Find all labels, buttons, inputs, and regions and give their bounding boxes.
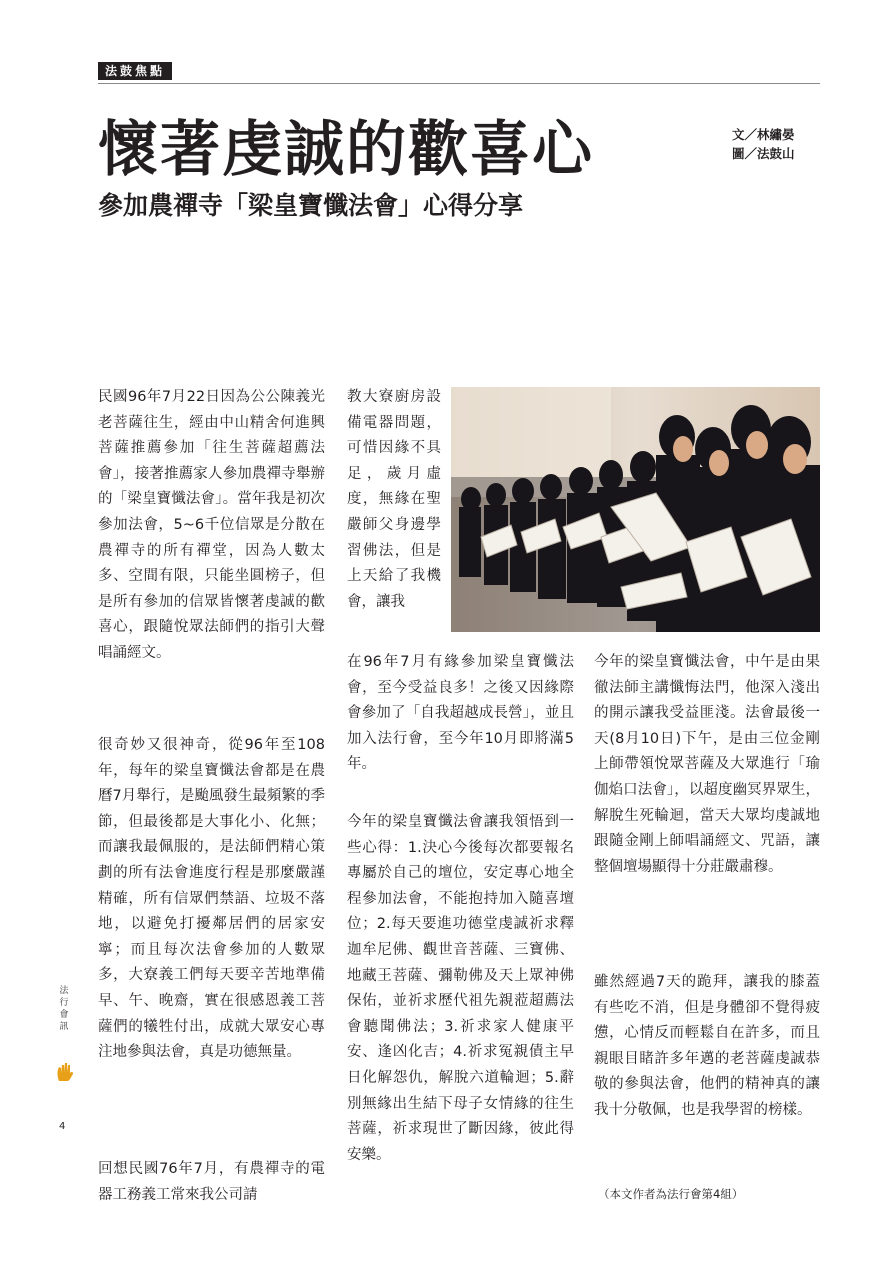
page-number: 4	[59, 1121, 66, 1132]
credits-block	[732, 125, 795, 163]
col2-paragraph-2: 今年的梁皇寶懺法會讓我領悟到一些心得：1.決心今後每次都要報名專屬於自己的壇位，安定專心地全程參加法會，不能抱持加入隨喜壇位；2.每天要進功德堂虔誠祈求釋迦牟尼佛、觀世音菩薩、三寶佛、地藏王菩薩、彌勒佛及天上眾神佛保佑，並祈求歷代祖先親蒞超薦法會聽聞佛法；3.祈求家人健康平安、逢凶化吉；4.祈求冤親債主早日化解怨仇，解脫六道輪迴；5.辭別無緣出生結下母子女情緣的往生菩薩，祈求現世了斷因緣，彼此得安樂。	[347, 814, 574, 1163]
hand-lotus-icon	[56, 1062, 74, 1082]
section-label: 法鼓焦點	[98, 62, 172, 80]
col3-paragraph-2: 雖然經過7天的跪拜，讓我的膝蓋有些吃不消，但是身體卻不覺得疲憊，心情反而輕鬆自在許多，而且親眼目睹許多年邁的老菩薩虔誠恭敬的參與法會，他們的精神真的讓我十分敬佩，也是我學習的榜樣。	[594, 974, 820, 1118]
article-title: 懷著虔誠的歡喜心	[98, 115, 594, 185]
col2-paragraph-1: 在96年7月有緣參加梁皇寶懺法會，至今受益良多！之後又因緣際會參加了「自我超越成長營」，並且加入法行會，至今年10月即將滿5年。	[347, 654, 574, 773]
col1-paragraph-3: 回想民國76年7月，有農禪寺的電器工務義工常來我公司請	[98, 1161, 325, 1203]
author-note: （本文作者為法行會第4組）	[598, 1187, 744, 1201]
publication-name: 法行會訊	[59, 986, 69, 1032]
author-credit: 文／林繡晏	[732, 127, 795, 142]
photo-credit: 圖／法鼓山	[732, 146, 795, 161]
col2-paragraph-wrap: 教大寮廚房設備電器問題，可惜因緣不具足，歲月虛度，無緣在聖嚴師父身邊學習佛法，但是上天給了我機會，讓我	[347, 389, 441, 610]
chanting-devotees-photo	[451, 387, 820, 632]
col1-paragraph-1: 民國96年7月22日因為公公陳義光老菩薩往生，經由中山精舍何進興菩薩推薦參加「往生菩薩超薦法會」，接著推薦家人參加農禪寺舉辦的「梁皇寶懺法會」。當年我是初次參加法會，5~6千位信眾是分散在農禪寺的所有禪堂，因為人數太多、空間有限，只能坐圓榜子，但是所有參加的信眾皆懷著虔誠的歡喜心，跟隨悅眾法師們的指引大聲唱誦經文。	[98, 389, 325, 661]
article-subtitle: 參加農禪寺「梁皇寶懺法會」心得分享	[98, 191, 524, 220]
col3-paragraph-1: 今年的梁皇寶懺法會，中午是由果徹法師主講懺悔法門，他深入淺出的開示讓我受益匪淺。法會最後一天(8月10日)下午，是由三位金剛上師帶領悅眾菩薩及大眾進行「瑜伽焰口法會」，以超度幽冥界眾生，解脫生死輪迴，當天大眾均虔誠地跟隨金剛上師唱誦經文、咒語，讓整個壇場顯得十分莊嚴肅穆。	[594, 654, 820, 875]
col1-paragraph-2: 很奇妙又很神奇，從96年至108年，每年的梁皇寶懺法會都是在農曆7月舉行，是颱風發生最頻繁的季節，但最後都是大事化小、化無；而讓我最佩服的，是法師們精心策劃的所有法會進度行程是那麼嚴謹精確，所有信眾們禁語、垃圾不落地，以避免打擾鄰居們的居家安寧；而且每次法會參加的人數眾多，大寮義工們每天要辛苦地準備早、午、晚齋，實在很感恩義工菩薩們的犧牲付出，成就大眾安心專注地參與法會，真是功德無量。	[98, 737, 325, 1061]
header-rule	[98, 83, 820, 84]
